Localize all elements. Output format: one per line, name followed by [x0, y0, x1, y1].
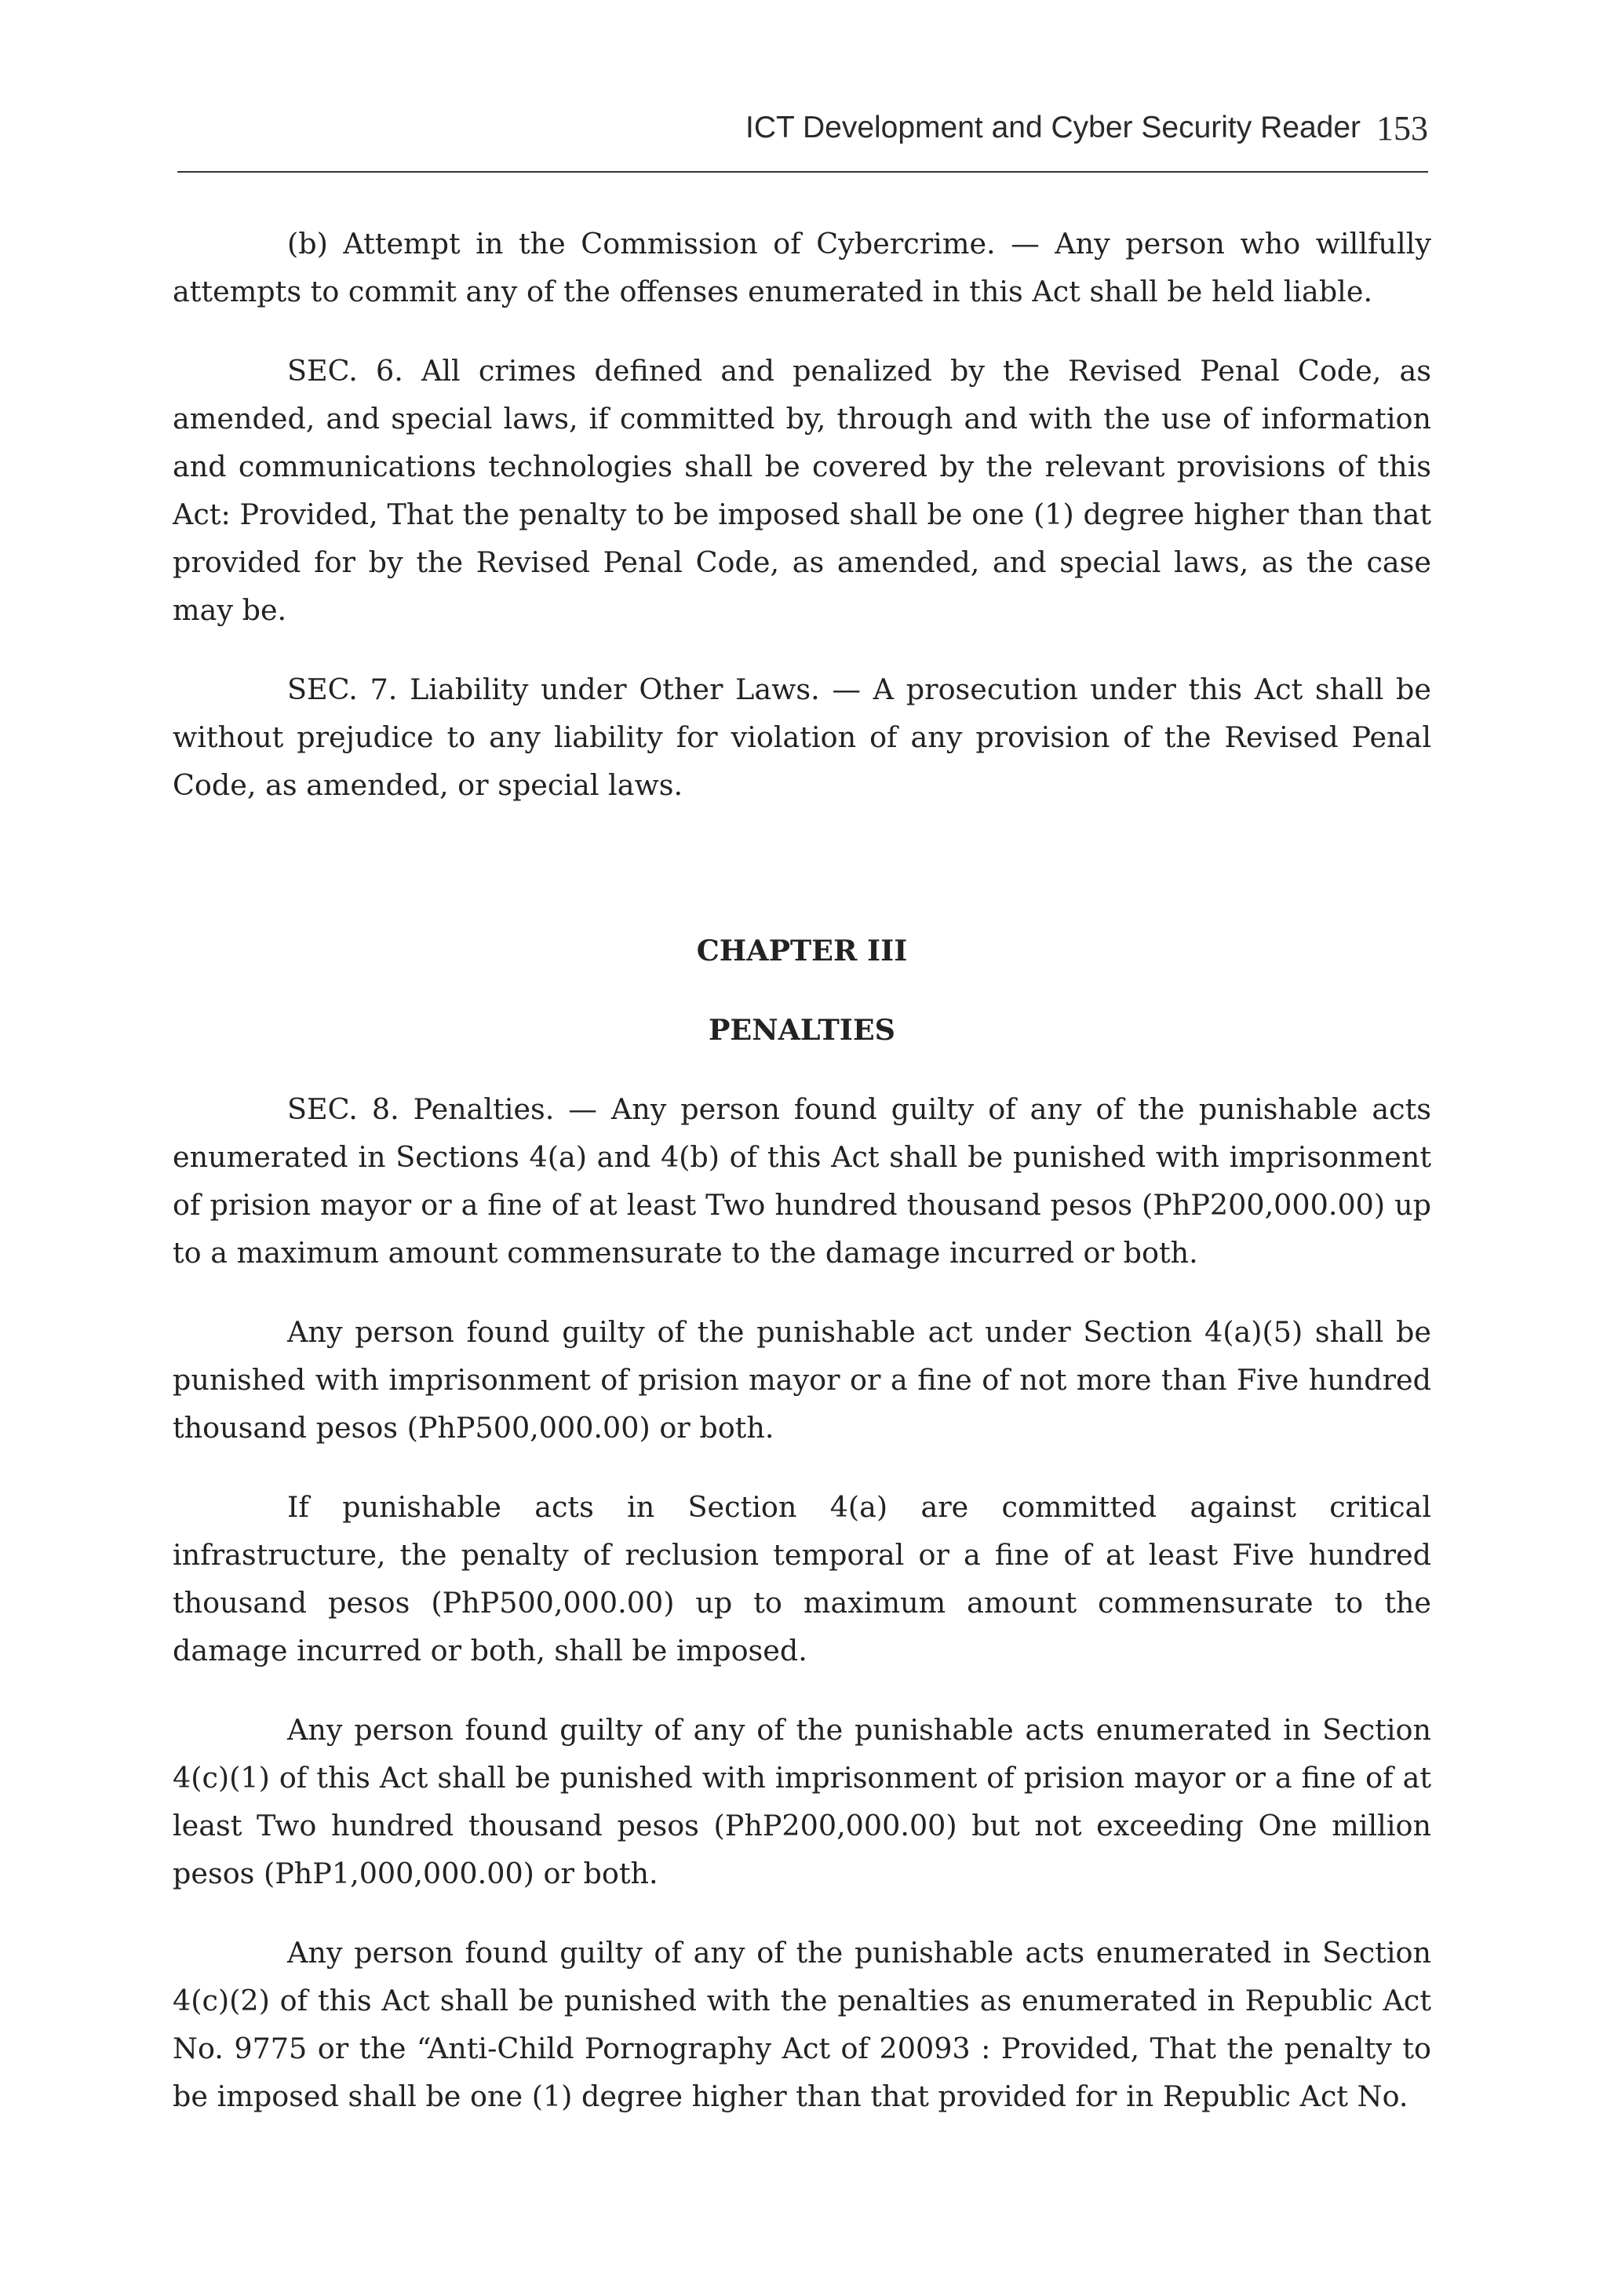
paragraph-critical-infrastructure: If punishable acts in Section 4(a) are committed against critical infrastructure, the penalty of reclusion temporal or a fine of at least Five hundred thousand pesos (PhP500,000.00) up to maximum amount commensurate to the damage incurred or both, shall be imposed. [173, 1490, 1431, 1667]
running-header [177, 110, 1428, 173]
page-number: 153 [1376, 109, 1428, 148]
paragraph-section-4a5: Any person found guilty of the punishable act under Section 4(a)(5) shall be punished with imprisonment of prision mayor or a fine of not more than Five hundred thousand pesos (PhP500,000.00) or both. [173, 1315, 1431, 1445]
section-spacer [173, 840, 1431, 927]
chapter-title: PENALTIES [708, 1013, 896, 1047]
paragraph-attempt: (b) Attempt in the Commission of Cybercrime. — Any person who willfully attempts to commit any of the offenses enumerated in this Act shall be held liable. [173, 227, 1431, 308]
chapter-number: CHAPTER III [696, 934, 908, 968]
paragraph-section-4c2: Any person found guilty of any of the punishable acts enumerated in Section 4(c)(2) of this Act shall be punished with the penalties as enumerated in Republic Act No. 9775 or the “Anti-Child Pornography Act of 20093 : Provided, That the penalty to be imposed shall be one (1) degree higher than that provided for in Republic Act No. [173, 1936, 1431, 2113]
paragraph-sec-8: SEC. 8. Penalties. — Any person found guilty of any of the punishable acts enumerated in Sections 4(a) and 4(b) of this Act shall be punished with imprisonment of prision mayor or a fine of at least Two hundred thousand pesos (PhP200,000.00) up to a maximum amount commensurate to the damage incurred or both. [173, 1092, 1431, 1270]
paragraph-section-4c1: Any person found guilty of any of the punishable acts enumerated in Section 4(c)(1) of this Act shall be punished with imprisonment of prision mayor or a fine of at least Two hundred thousand pesos (PhP200,000.00) but not exceeding One million pesos (PhP1,000,000.00) or both. [173, 1713, 1431, 1890]
paragraph-sec-7: SEC. 7. Liability under Other Laws. — A prosecution under this Act shall be without prejudice to any liability for violation of any provision of the Revised Penal Code, as amended, or special laws. [173, 672, 1431, 802]
paragraph-sec-6: SEC. 6. All crimes defined and penalized by the Revised Penal Code, as amended, and special laws, if committed by, through and with the use of information and communications technologies shall be covered by the relevant provisions of this Act: Provided, That the penalty to be imposed shall be one (1) degree higher than that provided for by the Revised Penal Code, as amended, and special laws, as the case may be. [173, 354, 1431, 627]
page-body [173, 220, 1431, 2120]
header-title: ICT Development and Cyber Security Reader [745, 111, 1361, 144]
